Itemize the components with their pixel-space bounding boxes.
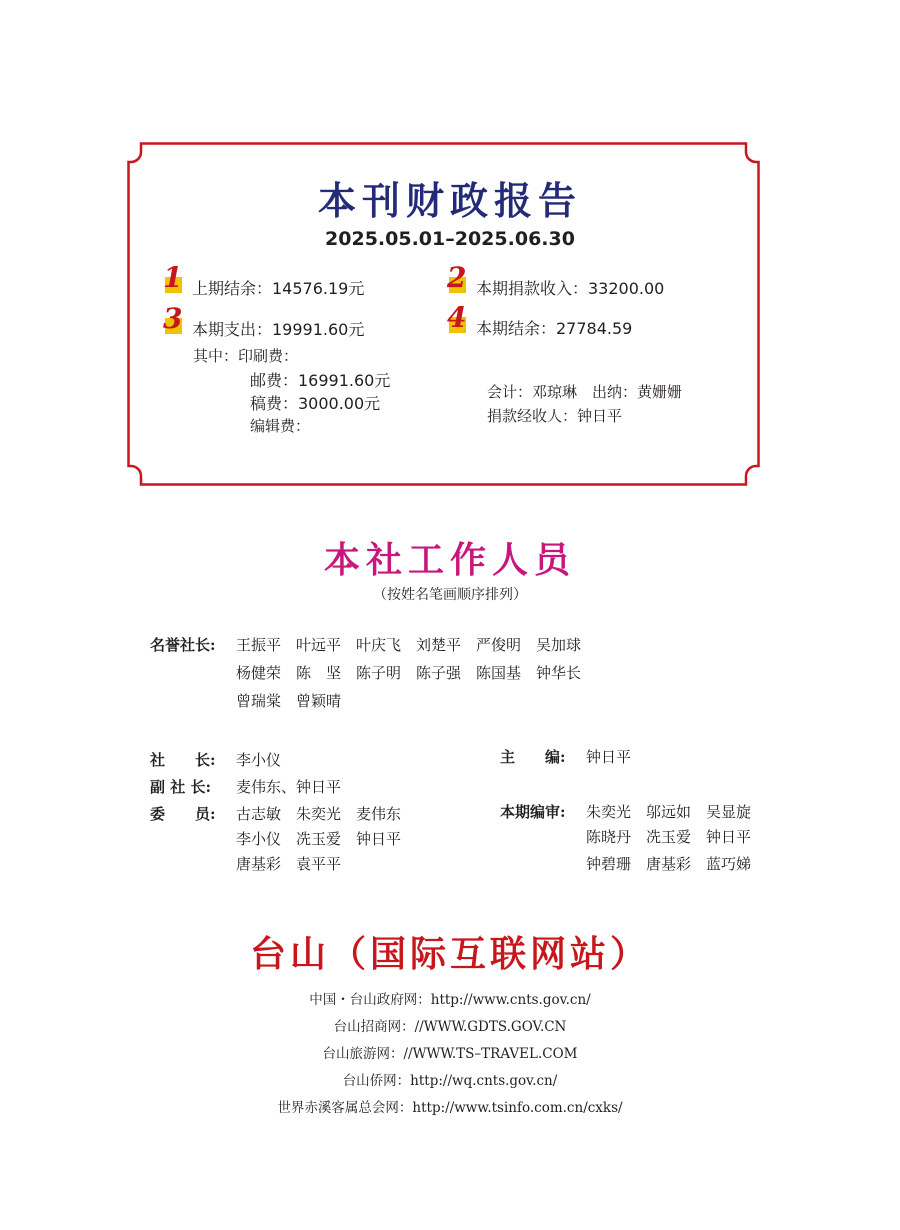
committee-row-1: 古志敏 朱奕光 麦伟东: [236, 805, 402, 823]
breakdown-editing: 编辑费：: [250, 417, 311, 435]
honorary-row-3: 曾瑞棠 曾颖晴: [236, 692, 342, 710]
editor-label: 主 编:: [500, 748, 566, 766]
website-chixi-hakka[interactable]: 世界赤溪客属总会网：http://www.tsinfo.com.cn/cxks/: [277, 1100, 623, 1116]
donation-recipient: 捐款经收人：钟日平: [487, 407, 623, 425]
finance-report-title: 本刊财政报告: [317, 178, 582, 223]
vice-president-label: 副 社 长:: [150, 778, 211, 796]
previous-balance: 上期结余：14576.19元: [192, 279, 365, 298]
reviewers-row-2: 陈晓丹 冼玉爱 钟日平: [586, 828, 752, 846]
number-badge-1: 1: [163, 261, 183, 294]
president-name: 李小仪: [236, 751, 282, 769]
honorary-row-1: 王振平 叶远平 叶庆飞 刘楚平 严俊明 吴加球: [236, 636, 582, 654]
reviewers-label: 本期编审:: [500, 803, 566, 821]
number-badge-2: 2: [447, 261, 467, 294]
vice-president-names: 麦伟东、钟日平: [236, 778, 342, 796]
donation-income: 本期捐款收入：33200.00: [476, 279, 665, 298]
website-travel[interactable]: 台山旅游网：//WWW.TS–TRAVEL.COM: [322, 1046, 578, 1062]
finance-period: 2025.05.01–2025.06.30: [325, 228, 575, 250]
committee-label: 委 员:: [150, 805, 216, 823]
number-badge-4: 4: [447, 301, 467, 334]
breakdown-postage: 邮费：16991.60元: [250, 371, 391, 390]
reviewers-row-1: 朱奕光 邬远如 吴显旋: [586, 803, 752, 821]
website-overseas-chinese[interactable]: 台山侨网：http://wq.cnts.gov.cn/: [342, 1073, 558, 1089]
accountant-cashier: 会计：邓琼琳 出纳：黄姗姗: [487, 383, 683, 401]
number-badge-3: 3: [163, 302, 183, 335]
honorary-president-label: 名誉社长:: [150, 636, 216, 654]
honorary-row-2: 杨健荣 陈 坚 陈子明 陈子强 陈国基 钟华长: [236, 664, 582, 682]
president-label: 社 长:: [150, 751, 216, 769]
committee-row-2: 李小仪 冼玉爱 钟日平: [236, 830, 402, 848]
breakdown-printing: 其中：印刷费：: [193, 347, 299, 365]
website-investment[interactable]: 台山招商网：//WWW.GDTS.GOV.CN: [333, 1019, 567, 1035]
staff-title: 本社工作人员: [323, 539, 576, 581]
staff-subtitle: （按姓名笔画顺序排列）: [373, 587, 527, 603]
websites-title: 台山（国际互联网站）: [249, 933, 650, 975]
expenditure: 本期支出：19991.60元: [192, 320, 365, 339]
breakdown-fees: 稿费：3000.00元: [250, 394, 381, 413]
current-balance: 本期结余：27784.59: [476, 319, 633, 338]
website-taishan-gov[interactable]: 中国・台山政府网：http://www.cnts.gov.cn/: [309, 992, 591, 1008]
editor-name: 钟日平: [586, 748, 632, 766]
committee-row-3: 唐基彩 袁平平: [236, 855, 342, 873]
reviewers-row-3: 钟碧珊 唐基彩 蓝巧娣: [586, 855, 752, 873]
